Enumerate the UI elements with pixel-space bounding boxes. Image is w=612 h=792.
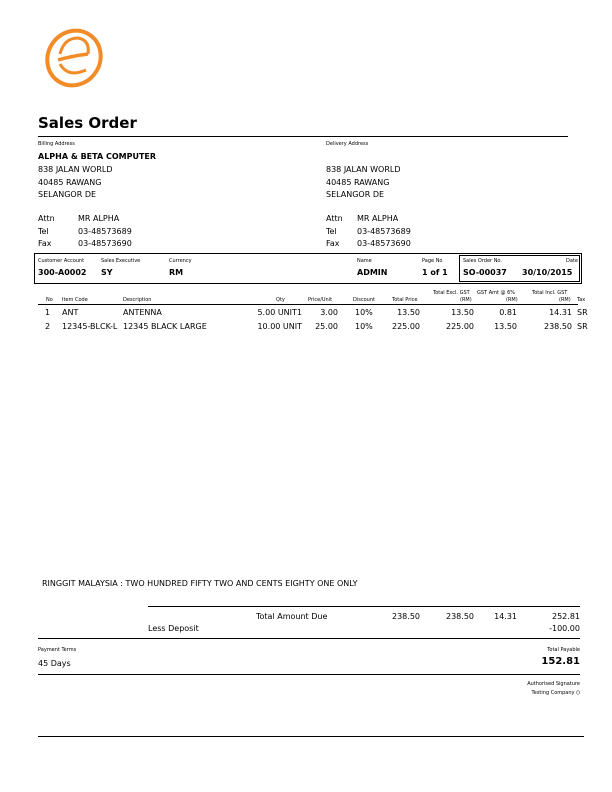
payment-terms-label: Payment Terms [38,647,77,653]
row-total-incl: 238.50 [544,322,572,331]
row-total-excl: 225.00 [446,322,474,331]
row-no: 1 [45,308,51,317]
amount-in-words: RINGGIT MALAYSIA : TWO HUNDRED FIFTY TWO AND CENTS EIGHTY ONE ONLY [42,579,358,588]
row-qty: 10.00 UNIT [257,322,302,331]
col-discount: Discount [353,297,375,303]
company-logo [38,20,110,92]
row-tax: SR [577,322,588,331]
less-deposit: -100.00 [549,624,580,633]
col-total-incl: Total Incl. GST [532,290,568,296]
row-price: 3.00 [320,308,338,317]
page-title: Sales Order [38,114,137,132]
delivery-tel: 03-48573689 [357,227,411,236]
delivery-address-line-2: 40485 RAWANG [326,178,390,187]
less-deposit-label: Less Deposit [148,624,199,633]
row-total-price: 225.00 [392,322,420,331]
totals-bottom-divider [38,638,580,639]
table-header-divider [38,304,578,305]
col-item-code: Item Code [62,297,88,303]
billing-tel: 03-48573689 [78,227,132,236]
total-payable-label: Total Payable [547,647,580,653]
name-value: ADMIN [357,268,388,277]
col-description: Description [123,297,152,303]
sales-executive-label: Sales Executive [101,258,141,264]
delivery-fax: 03-48573690 [357,239,411,248]
footer-divider [38,674,580,675]
row-description: 12345 BLACK LARGE [123,322,207,331]
billing-address-label: Billing Address [38,141,75,147]
delivery-fax-label: Fax [326,239,340,248]
total-excl-sum: 238.50 [446,612,474,621]
totals-top-divider [148,606,580,607]
total-payable: 152.81 [541,656,580,667]
row-price: 25.00 [315,322,338,331]
col-total-incl-rm: (RM) [559,297,571,303]
row-discount: 10% [355,322,373,331]
currency-label: Currency [169,258,192,264]
date: 30/10/2015 [522,268,573,277]
row-tax: SR [577,308,588,317]
col-gst-amt-rm: (RM) [506,297,518,303]
delivery-attn-label: Attn [326,214,343,223]
signature-line [38,736,584,737]
sales-order-no-label: Sales Order No. [463,258,502,264]
billing-fax-label: Fax [38,239,52,248]
authorised-signature-label: Authorised Signature [527,681,580,687]
delivery-address-line-1: 838 JALAN WORLD [326,165,401,174]
billing-company: ALPHA & BETA COMPUTER [38,152,157,161]
billing-attn: MR ALPHA [78,214,120,223]
billing-address-line-1: 838 JALAN WORLD [38,165,113,174]
delivery-address-label: Delivery Address [326,141,369,147]
customer-account-label: Customer Account [38,258,85,264]
title-divider [38,136,568,137]
row-item-code: 12345-BLCK-L [62,322,118,331]
row-gst: 0.81 [499,308,517,317]
col-qty: Qty [276,297,285,303]
payment-terms: 45 Days [38,659,71,668]
row-item-code: ANT [62,308,79,317]
billing-address-line-2: 40485 RAWANG [38,178,102,187]
delivery-address-line-3: SELANGOR DE [326,190,385,199]
col-total-excl: Total Excl. GST [433,290,470,296]
row-qty: 5.00 UNIT1 [257,308,302,317]
col-tax: Tax [577,297,586,303]
col-no: No [46,297,53,303]
col-gst-amt: GST Amt @ 6% [477,290,516,296]
row-discount: 10% [355,308,373,317]
total-amount-due-label: Total Amount Due [256,612,328,621]
sales-order-no: SO-00037 [463,268,507,277]
delivery-tel-label: Tel [326,227,337,236]
trading-company: Testing Company () [531,690,580,696]
row-gst: 13.50 [494,322,517,331]
customer-account: 300-A0002 [38,268,87,277]
row-total-incl: 14.31 [549,308,572,317]
row-total-excl: 13.50 [451,308,474,317]
billing-tel-label: Tel [38,227,49,236]
row-description: ANTENNA [123,308,162,317]
page-no-label: Page No [422,258,443,264]
date-label: Date [566,258,578,264]
delivery-attn: MR ALPHA [357,214,399,223]
billing-address-line-3: SELANGOR DE [38,190,97,199]
row-total-price: 13.50 [397,308,420,317]
billing-attn-label: Attn [38,214,55,223]
total-incl-sum: 252.81 [552,612,580,621]
total-price-sum: 238.50 [392,612,420,621]
row-no: 2 [45,322,51,331]
billing-fax: 03-48573690 [78,239,132,248]
col-total-excl-rm: (RM) [460,297,472,303]
gst-sum: 14.31 [494,612,517,621]
name-label: Name [357,258,372,264]
col-total-price: Total Price [392,297,418,303]
page-no: 1 of 1 [422,268,448,277]
sales-executive: SY [101,268,113,277]
col-price-unit: Price/Unit [308,297,333,303]
currency: RM [169,268,184,277]
